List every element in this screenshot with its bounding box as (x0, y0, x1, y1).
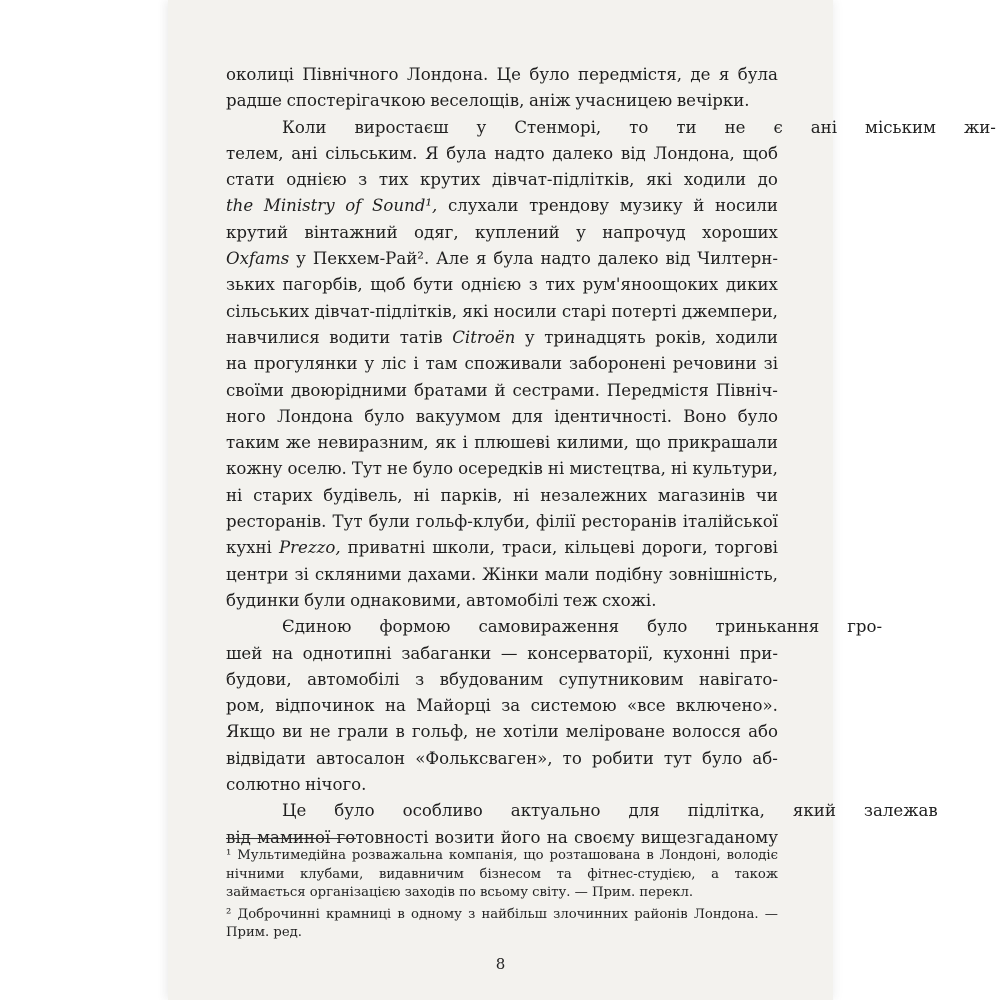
word: куплений (474, 222, 560, 242)
word: мелірoване (565, 722, 666, 742)
word: возити (434, 827, 495, 847)
word: слухали (447, 196, 519, 216)
word: дівчат-підлітків, (492, 170, 635, 190)
word: зовнішність, (668, 564, 778, 584)
word: Sound¹, (372, 196, 438, 216)
text-line (226, 772, 778, 798)
text-line (226, 719, 778, 745)
word: старі (561, 301, 607, 321)
word: ресторанів (581, 512, 677, 532)
word: ні (513, 485, 530, 505)
word: гро- (847, 617, 883, 637)
word: центри (226, 564, 289, 584)
word: які (646, 170, 673, 190)
footnote: ² Доброчинні крамниці в одному з найбільш злочинних районів Лондона. — Прим. ред. (226, 906, 778, 940)
word: пагорбів, (282, 275, 363, 295)
word: будови, (226, 669, 292, 689)
word: мистецтва, (569, 459, 666, 479)
text-line (226, 641, 778, 667)
word: від (226, 827, 251, 847)
word: було (737, 406, 778, 426)
word: або (748, 722, 778, 742)
word: що (635, 433, 661, 453)
word: Передмістя (606, 380, 709, 400)
word: Це (496, 65, 521, 84)
word: його (500, 827, 541, 847)
word: волосся (672, 722, 742, 742)
word: було (334, 801, 375, 821)
word: однією (286, 170, 347, 190)
word: магазинів (657, 485, 746, 505)
word: готовності (336, 827, 429, 847)
text-line (226, 535, 778, 561)
word: музику (619, 196, 683, 216)
word: ідентичності. (554, 406, 673, 426)
word: не (309, 722, 331, 742)
word: було (702, 748, 743, 768)
word: шей (226, 643, 263, 663)
word: водити (329, 327, 391, 347)
word: братами (414, 380, 488, 400)
word: прогулянки (253, 354, 358, 374)
word: як (435, 433, 456, 453)
word: то (629, 117, 649, 137)
word: ходили (715, 327, 778, 347)
body-text (226, 62, 996, 851)
word: аніж (529, 91, 571, 111)
word: вінтажний (304, 222, 398, 242)
word: ні (226, 485, 243, 505)
word: була (493, 249, 534, 269)
word: крутих (420, 170, 481, 190)
word: з (415, 669, 425, 689)
text-line (226, 88, 778, 114)
word: ром, (226, 696, 265, 716)
word: були (304, 590, 346, 610)
word: до (757, 170, 778, 190)
word: схожі. (601, 590, 657, 610)
word: і (413, 354, 419, 374)
word: однією (460, 275, 522, 295)
word: не (475, 722, 497, 742)
text-line (226, 299, 778, 325)
word: Стенморі, (514, 117, 602, 137)
word: навчилися (226, 327, 320, 347)
word: будинки (226, 590, 300, 610)
word: своїми (226, 380, 284, 400)
text-line (226, 325, 778, 351)
word: формою (379, 617, 451, 637)
word: Чилтерн- (697, 249, 778, 269)
word: сільських (226, 301, 310, 321)
footnotes (226, 847, 778, 946)
word: своєму (574, 827, 635, 847)
word: особливо (402, 801, 483, 821)
word: супутниковим (558, 669, 684, 689)
text-line (226, 62, 778, 88)
word: таким (226, 433, 280, 453)
word: самовираження (478, 617, 620, 637)
word: — (500, 643, 518, 663)
word: було (529, 65, 570, 84)
word: оселю. (287, 459, 347, 479)
word: приватні (347, 538, 426, 558)
word: Воно (683, 406, 727, 426)
word: же (285, 433, 311, 453)
word: консерваторії, (527, 643, 654, 663)
word: вакуумом (415, 406, 501, 426)
text-line (226, 798, 938, 824)
word: зьких (226, 275, 275, 295)
word: Тут (332, 512, 363, 532)
word: радше (226, 91, 282, 111)
word: крутий (226, 222, 289, 242)
word: Єдиною (282, 617, 352, 637)
word: Пекхем-Рай². (312, 249, 430, 269)
word: учасницею (575, 91, 673, 111)
word: of (345, 196, 362, 216)
word: ти (676, 117, 697, 137)
word: ресторанів. (226, 512, 327, 532)
word: бути (413, 275, 454, 295)
word: Майорці (416, 696, 491, 716)
word: ви (282, 722, 303, 742)
word: ні (413, 485, 430, 505)
word: Коли (282, 117, 327, 137)
word: для (511, 406, 544, 426)
word: «все (626, 696, 666, 716)
word: одяг, (413, 222, 459, 242)
word: диких (725, 275, 778, 295)
word: на (272, 643, 293, 663)
word: маминої (257, 827, 331, 847)
word: відпочинок (275, 696, 375, 716)
word: не (386, 459, 408, 479)
word: і (462, 433, 468, 453)
word: солютно (226, 775, 301, 795)
word: років, (655, 327, 707, 347)
text-line (226, 667, 778, 693)
word: при- (739, 643, 778, 663)
word: відвідати (226, 748, 306, 768)
page-number: 8 (495, 955, 506, 973)
text-line (226, 378, 778, 404)
word: кухні (226, 538, 272, 558)
word: the (226, 196, 254, 216)
word: ні (670, 459, 688, 479)
word: з (358, 170, 368, 190)
word: Але (436, 249, 470, 269)
word: Лондона (276, 406, 353, 426)
word: «Фольксваген», (415, 748, 553, 768)
word: які (462, 301, 489, 321)
word: у (576, 222, 586, 242)
text-line (226, 115, 996, 141)
word: речовини (672, 354, 757, 374)
word: татів (399, 327, 443, 347)
word: грали (337, 722, 389, 742)
word: Oxfams (226, 249, 290, 269)
text-line (226, 562, 778, 588)
text-line (226, 483, 778, 509)
word: ного (226, 406, 266, 426)
text-line (226, 456, 778, 482)
word: хотіли (503, 722, 559, 742)
word: парків, (440, 485, 503, 505)
word: у (296, 249, 306, 269)
word: подібну (595, 564, 663, 584)
word: Жінки (482, 564, 539, 584)
word: жи- (963, 117, 996, 137)
word: не (724, 117, 746, 137)
text-line (226, 614, 883, 640)
word: я (475, 249, 487, 269)
word: за (501, 696, 521, 716)
word: Лондона. (406, 65, 489, 84)
text-line (226, 588, 778, 614)
word: однаковими, (350, 590, 462, 610)
word: ані (291, 143, 318, 163)
word: нічого. (305, 775, 367, 795)
word: була (446, 143, 487, 163)
word: включено». (675, 696, 778, 716)
word: трендову (529, 196, 610, 216)
word: невиразним, (317, 433, 429, 453)
word: аб- (752, 748, 778, 768)
word: Якщо (226, 722, 276, 742)
word: на (226, 354, 247, 374)
word: було (647, 617, 688, 637)
text-line (226, 509, 778, 535)
word: в (395, 722, 405, 742)
word: ходили (683, 170, 747, 190)
word: є (773, 117, 783, 137)
book-page (168, 0, 996, 1000)
word: стати (226, 170, 275, 190)
word: двоюрідними (290, 380, 408, 400)
text-line (226, 430, 778, 456)
word: напрочуд (602, 222, 686, 242)
word: з (528, 275, 538, 295)
word: теж (563, 590, 598, 610)
word: тих (378, 170, 409, 190)
word: будівель, (323, 485, 403, 505)
word: щоб (742, 143, 778, 163)
word: навігато- (699, 669, 778, 689)
word: далеко (597, 249, 659, 269)
word: спостерігачкою (286, 91, 426, 111)
word: то (562, 748, 582, 768)
word: підлітка, (687, 801, 765, 821)
word: системою (530, 696, 617, 716)
word: Північного (302, 65, 399, 84)
word: Тут (351, 459, 382, 479)
word: італійської (682, 512, 778, 532)
word: кожну (226, 459, 283, 479)
word: зі (763, 354, 778, 374)
word: сільським. (325, 143, 418, 163)
word: околиці (226, 65, 294, 84)
word: вищезгаданому (640, 827, 778, 847)
word: культури, (692, 459, 778, 479)
word: міським (865, 117, 936, 137)
word: й (494, 380, 506, 400)
word: забаганки (401, 643, 492, 663)
word: споживали (464, 354, 563, 374)
word: носили (714, 196, 778, 216)
word: гольф, (411, 722, 469, 742)
word: тринадцять (544, 327, 646, 347)
word: від (665, 249, 691, 269)
word: ліс (381, 354, 407, 374)
word: Північ- (715, 380, 778, 400)
word: я (718, 65, 730, 84)
word: Я (425, 143, 439, 163)
word: була (737, 65, 778, 84)
word: скляними (314, 564, 402, 584)
word: тих (545, 275, 576, 295)
word: килими, (556, 433, 629, 453)
word: залежав (863, 801, 938, 821)
word: у (524, 327, 535, 347)
word: автомобілі (307, 669, 400, 689)
word: який (792, 801, 836, 821)
word: гольф-клуби, (416, 512, 530, 532)
word: передмістя, (578, 65, 683, 84)
word: на (546, 827, 568, 847)
word: було (412, 459, 454, 479)
word: мали (544, 564, 590, 584)
word: незалежних (540, 485, 648, 505)
word: траси, (502, 538, 558, 558)
word: вбудованим (439, 669, 544, 689)
word: ані (810, 117, 838, 137)
footnote-divider (226, 838, 356, 839)
word: сестрами. (512, 380, 600, 400)
text-line (226, 193, 778, 219)
word: від (620, 143, 646, 163)
word: Citroën (452, 327, 516, 347)
word: кільцеві (564, 538, 635, 558)
word: було (364, 406, 405, 426)
word: потерті (611, 301, 677, 321)
word: далеко (552, 143, 614, 163)
word: хороших (702, 222, 778, 242)
text-line (226, 167, 778, 193)
word: для (628, 801, 660, 821)
word: школи, (432, 538, 495, 558)
word: прикрашали (667, 433, 778, 453)
word: де (690, 65, 711, 84)
text-line (226, 141, 778, 167)
word: Це (282, 801, 307, 821)
text-line (226, 404, 778, 430)
word: однотипні (302, 643, 392, 663)
word: надто (540, 249, 591, 269)
word: на (384, 696, 406, 716)
word: плюшеві (474, 433, 551, 453)
word: дівчат-підлітків, (314, 301, 457, 321)
text-line (226, 220, 778, 246)
word: й (693, 196, 705, 216)
word: носили (493, 301, 557, 321)
word: тринькання (715, 617, 820, 637)
word: рум'яноощоких (582, 275, 719, 295)
word: ні (547, 459, 565, 479)
word: дороги, (641, 538, 708, 558)
word: кухонні (663, 643, 730, 663)
word: були (368, 512, 410, 532)
word: автосалон (315, 748, 406, 768)
word: філії (535, 512, 576, 532)
word: заборонені (569, 354, 666, 374)
text-line (226, 746, 778, 772)
text-line (226, 272, 778, 298)
word: дахами. (407, 564, 477, 584)
word: у (364, 354, 375, 374)
word: там (425, 354, 458, 374)
word: старих (253, 485, 313, 505)
footnote: ¹ Мультимедійна розважальна компанія, що розташована в Лондоні, володіє нічними клубами, видавничим бізнесом та фітнес-студією, а також займається організацією заходів по всьому світу. — Прим. перекл. (226, 848, 778, 900)
word: актуально (510, 801, 601, 821)
word: джемпери, (681, 301, 778, 321)
text-line (226, 351, 778, 377)
word: торгові (714, 538, 778, 558)
word: автомобілі (465, 590, 559, 610)
word: Ministry (263, 196, 335, 216)
word: Prezzo, (278, 538, 341, 558)
word: тут (663, 748, 692, 768)
word: чи (755, 485, 778, 505)
word: Лондона, (653, 143, 735, 163)
word: щоб (370, 275, 406, 295)
word: надто (494, 143, 545, 163)
word: осередків (458, 459, 543, 479)
text-line (226, 246, 778, 272)
word: робити (591, 748, 654, 768)
word: веселощів, (430, 91, 525, 111)
text-line (226, 693, 778, 719)
word: у (476, 117, 487, 137)
word: вечірки. (676, 91, 750, 111)
word: зі (294, 564, 309, 584)
word: телем, (226, 143, 284, 163)
word: виростаєш (354, 117, 449, 137)
